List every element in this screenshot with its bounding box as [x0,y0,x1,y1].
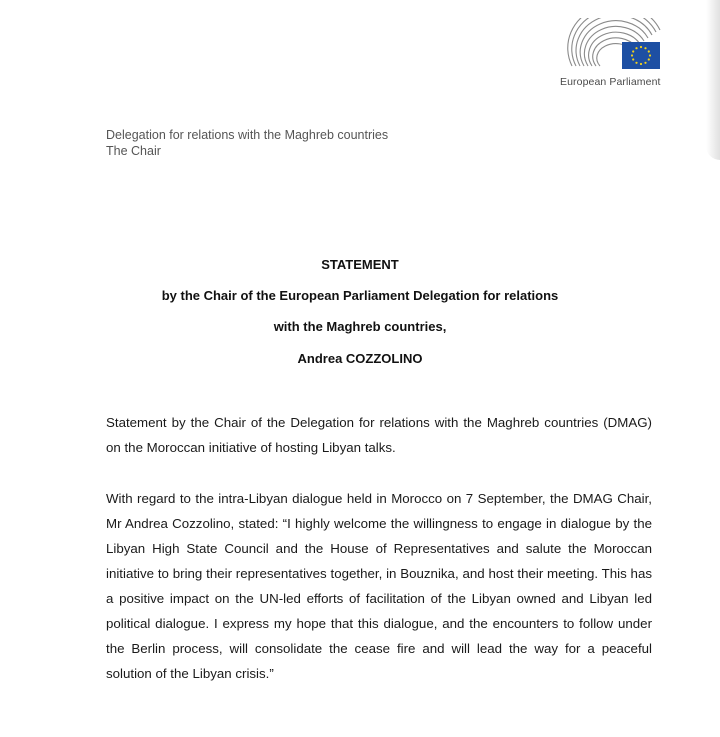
intro-paragraph: Statement by the Chair of the Delegation for relations with the Maghreb countries (DMAG) on the Moroccan initiative of hosting Libyan talks. [106,415,652,455]
main-paragraph: With regard to the intra-Libyan dialogue held in Morocco on 7 September, the DMAG Chair, Mr Andrea Cozzolino, stated: “I highly welcome the willingness to engage in dialogue by the Libyan High State Council and the House of Representatives and salute the Moroccan initiative to bring their representatives together, in Bouznika, and host their meeting. This has a positive impact on the UN-led efforts of facilitation of the Libyan owned and Libyan led political dialogue. I express my hope that this dialogue, and the encounters to follow under the Berlin process, will consolidate the cease fire and will lead the way for a peaceful solution of the Libyan crisis.” [106,491,652,681]
european-parliament-logo [560,18,670,92]
parliament-hemicycle-icon [566,18,662,74]
sender-block [106,127,388,159]
statement-subtitle-line2: with the Maghreb countries, [273,319,447,334]
sender-delegation: Delegation for relations with the Maghreb countries [106,128,389,142]
page-edge-shadow [706,0,720,160]
sender-role: The Chair [106,144,161,158]
logo-caption: European Parliament [560,76,661,88]
statement-author: Andrea COZZOLINO [297,351,423,366]
statement-title: STATEMENT [321,257,399,272]
statement-subtitle-line1: by the Chair of the European Parliament Delegation for relations [161,288,559,303]
